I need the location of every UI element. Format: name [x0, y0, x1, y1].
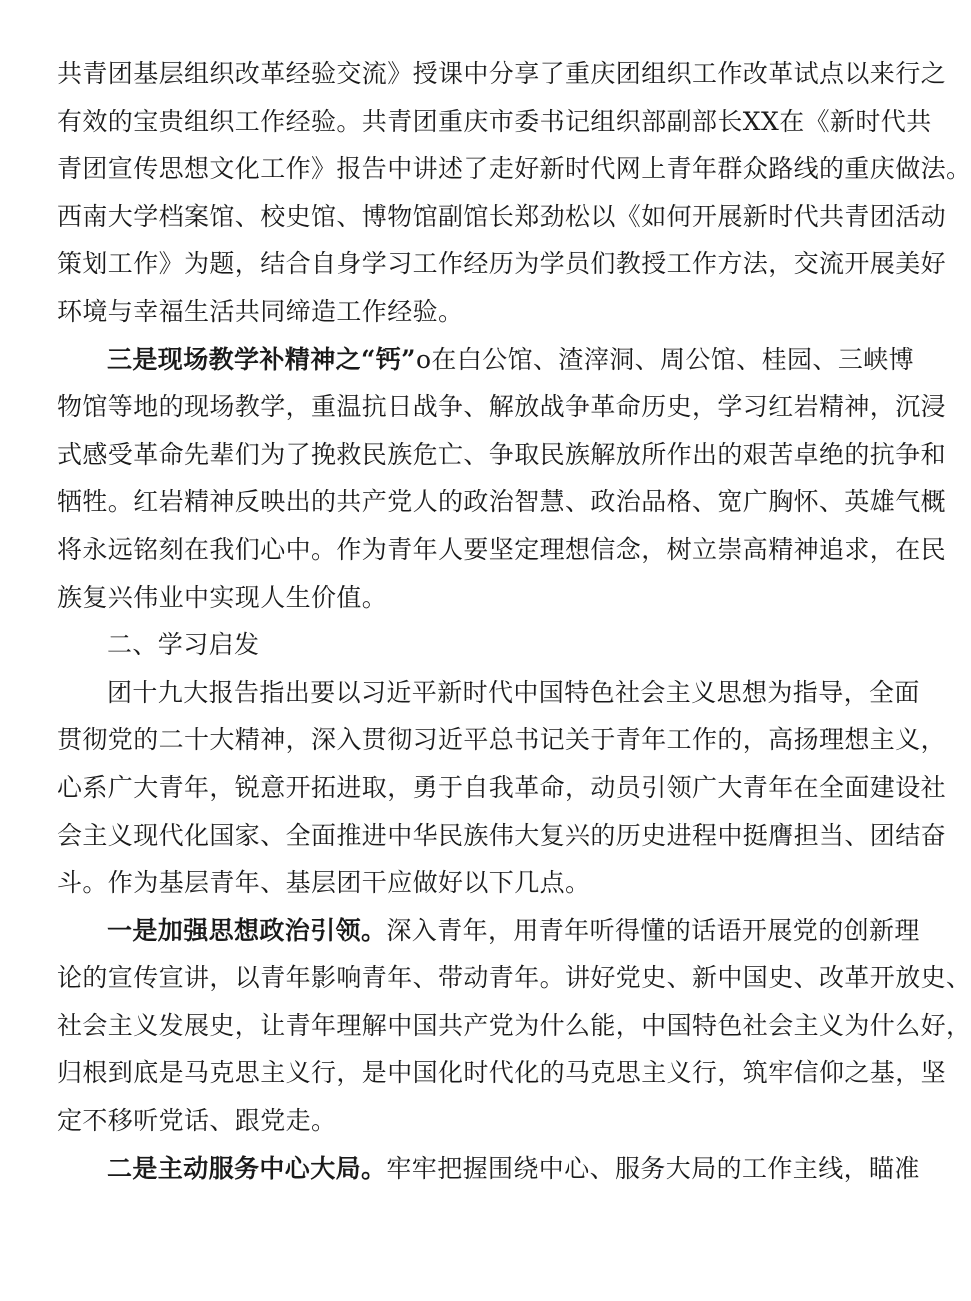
text-line [57, 954, 971, 1002]
line-text: 共青团基层组织改革经验交流》授课中分享了重庆团组织工作改革试点以来行之 [57, 59, 947, 88]
line-text: 贯彻党的二十大精神，深入贯彻习近平总书记关于青年工作的，高扬理想主义， [57, 725, 947, 755]
text-line [57, 288, 865, 336]
text-line [57, 431, 947, 479]
line-text: o在白公馆、渣滓洞、周公馆、桂园、三峡博 [415, 344, 915, 374]
text-line [57, 1145, 920, 1193]
line-text: 有效的宝贵组织工作经验。共青团重庆市委书记组织部副部长XX在《新时代共 [57, 106, 932, 136]
text-line [57, 1002, 971, 1050]
text-line [57, 669, 920, 717]
line-text: 环境与幸福生活共同缔造工作经验。 [57, 296, 464, 326]
text-line [57, 1049, 947, 1097]
line-text: 牢牢把握围绕中心、服务大局的工作主线，瞄准 [386, 1153, 920, 1183]
text-line [57, 336, 915, 384]
line-text: 牺牲。红岩精神反映出的共产党人的政治智慧、政治品格、宽广胸怀、英雄气概 [57, 487, 947, 517]
paragraph-lead-heading: 二是主动服务中心大局。 [107, 1153, 387, 1183]
text-line [57, 716, 947, 764]
line-text: 会主义现代化国家、全面推进中华民族伟大复兴的历史进程中挺膺担当、团结奋 [57, 820, 947, 850]
section-heading-text: 二、学习启发 [107, 630, 260, 660]
text-line [57, 145, 971, 193]
line-text: 社会主义发展史，让青年理解中国共产党为什么能，中国特色社会主义为什么好， [57, 1010, 971, 1040]
line-text: 物馆等地的现场教学，重温抗日战争、解放战争革命历史，学习红岩精神，沉浸 [57, 392, 947, 422]
text-line [57, 812, 947, 860]
text-line [57, 907, 920, 955]
line-text: 族复兴伟业中实现人生价值。 [57, 582, 388, 612]
line-text: 青团宣传思想文化工作》报告中讲述了走好新时代网上青年群众路线的重庆做法。 [57, 154, 971, 184]
text-line [57, 574, 865, 622]
paragraph-lead-heading: 三是现场教学补精神之“钙” [107, 344, 416, 374]
text-line [57, 240, 947, 288]
line-text: 西南大学档案馆、校史馆、博物馆副馆长郑劲松以《如何开展新时代共青团活动 [57, 201, 947, 231]
text-line [57, 1097, 865, 1145]
line-text: 将永远铭刻在我们心中。作为青年人要坚定理想信念，树立崇高精神追求，在民 [57, 534, 947, 564]
text-line [57, 764, 947, 812]
line-text: 论的宣传宣讲，以青年影响青年、带动青年。讲好党史、新中国史、改革开放史、 [57, 963, 971, 993]
line-text: 定不移听党话、跟党走。 [57, 1106, 337, 1136]
text-line [57, 50, 947, 98]
line-text: 策划工作》为题，结合自身学习工作经历为学员们教授工作方法，交流开展美好 [57, 249, 947, 279]
text-line [57, 859, 865, 907]
text-line [57, 98, 932, 146]
paragraph-lead-heading: 一是加强思想政治引领。 [107, 915, 387, 945]
line-text: 式感受革命先辈们为了挽救民族危亡、争取民族解放所作出的艰苦卓绝的抗争和 [57, 439, 947, 469]
section-heading [57, 621, 865, 669]
text-line [57, 526, 947, 574]
line-text: 团十九大报告指出要以习近平新时代中国特色社会主义思想为指导，全面 [107, 677, 920, 707]
line-text: 心系广大青年，锐意开拓进取，勇于自我革命，动员引领广大青年在全面建设社 [57, 772, 947, 802]
line-text: 归根到底是马克思主义行，是中国化时代化的马克思主义行，筑牢信仰之基，坚 [57, 1058, 947, 1088]
text-line [57, 383, 947, 431]
line-text: 深入青年，用青年听得懂的话语开展党的创新理 [386, 915, 920, 945]
line-text: 斗。作为基层青年、基层团干应做好以下几点。 [57, 868, 591, 898]
text-line [57, 193, 947, 241]
text-line [57, 478, 947, 526]
document-page [57, 50, 971, 1192]
